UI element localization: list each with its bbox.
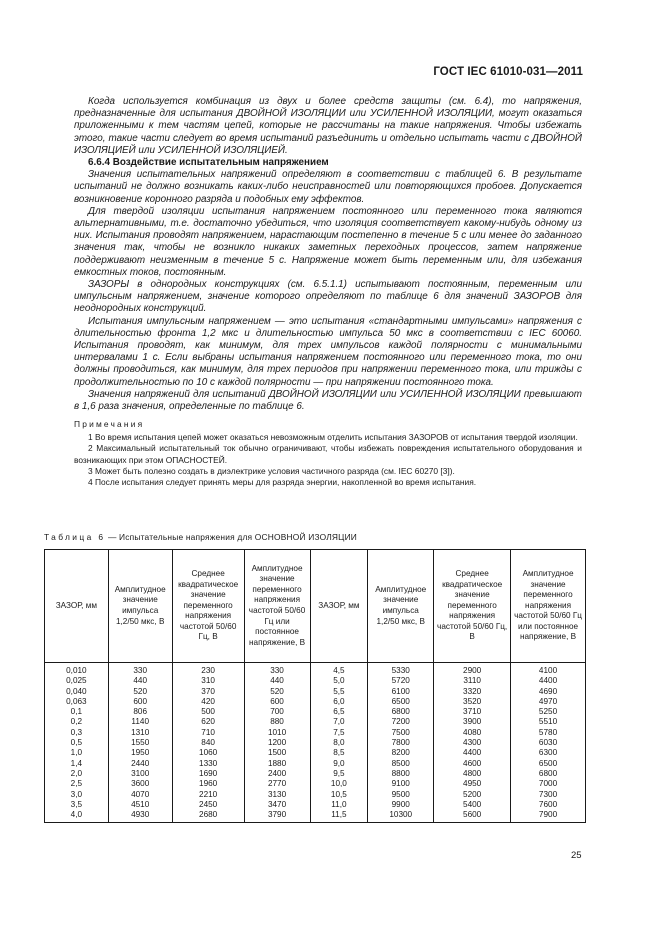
table-cell-value: 2400 xyxy=(267,768,287,778)
table-cell-value: 4300 xyxy=(463,738,482,748)
table-column-cell xyxy=(310,663,368,823)
table-cell-value: 1140 xyxy=(131,717,149,727)
table-cell-value: 6500 xyxy=(391,696,410,706)
table-cell-value: 2440 xyxy=(131,758,150,768)
test-voltage-table xyxy=(44,549,586,823)
table-cell-value: 7,0 xyxy=(333,717,345,727)
table-column-cell xyxy=(172,663,244,823)
page-number: 25 xyxy=(571,850,582,861)
notes-title: Примечания xyxy=(74,419,145,430)
table-column-cell xyxy=(108,663,172,823)
table-cell-value: 440 xyxy=(270,676,284,686)
table-cell-value: 2680 xyxy=(199,810,218,820)
table-cell-value: 620 xyxy=(201,717,215,727)
table-cell-value: 9500 xyxy=(391,789,410,799)
note-item: 4 После испытания следует принять меры для разряда энергии, накопленной во время испытания. xyxy=(88,477,477,488)
table-cell-value: 8,0 xyxy=(333,738,345,748)
table-cell-value: 880 xyxy=(270,717,284,727)
table-cell-value: 5510 xyxy=(538,717,558,727)
table-cell-value: 2,0 xyxy=(70,768,83,778)
table-cell-value: 5720 xyxy=(391,676,410,686)
table-cell-value: 1060 xyxy=(199,748,218,758)
table-cell-value: 0,1 xyxy=(70,707,83,717)
table-cell-value: 8800 xyxy=(391,768,410,778)
table-cell-value: 7900 xyxy=(538,810,558,820)
note-item: 2 Максимальный испытательный ток обычно ограничивают, чтобы избежать повреждения испытательного оборудования и возникающих при этом ОПАСНОСТЕЙ. xyxy=(74,443,582,465)
table-cell-value: 3100 xyxy=(131,768,150,778)
table-column-cell xyxy=(434,663,511,823)
section-heading: 6.6.4 Воздействие испытательным напряжением xyxy=(88,157,329,169)
table-cell-value: 6800 xyxy=(538,768,558,778)
table-cell-value: 5200 xyxy=(463,789,482,799)
header-clearance: ЗАЗОР, мм xyxy=(310,550,368,663)
table-cell-value: 1500 xyxy=(267,748,287,758)
table-cell-value: 3470 xyxy=(267,799,287,809)
table-cell-value: 6300 xyxy=(538,748,558,758)
note-item: 1 Во время испытания цепей может оказаться невозможным отделить испытания ЗАЗОРОВ от испытания твердой изоляции. xyxy=(88,432,578,443)
body-text xyxy=(74,96,582,488)
table-cell-value: 9,0 xyxy=(333,758,345,768)
paragraph: ЗАЗОРЫ в однородных конструкциях (см. 6.5.1.1) испытывают постоянным, переменным или импульсным напряжением, значение которого определяют по таблице 6 для значений ЗАЗОРОВ для неоднородных конструкций. xyxy=(74,279,582,315)
table-cell-value: 7200 xyxy=(391,717,410,727)
table-cell-value: 4100 xyxy=(538,666,558,675)
table-cell-value: 10,5 xyxy=(330,789,347,799)
table-cell-value: 6800 xyxy=(391,707,410,717)
table-cell-value: 3790 xyxy=(267,810,287,820)
table-cell-value: 6,0 xyxy=(333,696,345,706)
table-cell-value: 700 xyxy=(270,707,284,717)
table-cell-value: 9100 xyxy=(391,779,410,789)
table-column-cell xyxy=(511,663,586,823)
table-cell-value: 4,0 xyxy=(70,810,83,820)
table-cell-value: 4970 xyxy=(538,696,558,706)
table-cell-value: 6,5 xyxy=(333,707,345,717)
table-cell-value: 4070 xyxy=(131,789,150,799)
table-cell-value: 0,3 xyxy=(70,727,83,737)
table-cell-value: 2210 xyxy=(199,789,218,799)
table-cell-value: 3,5 xyxy=(70,799,83,809)
table-cell-value: 1550 xyxy=(131,738,150,748)
header-rms-voltage: Среднее квадратическое значение переменного напряжения частотой 50/60 Гц, В xyxy=(172,550,244,663)
table-cell-value: 1330 xyxy=(199,758,218,768)
table-caption xyxy=(44,532,357,542)
table-cell-value: 1960 xyxy=(199,779,218,789)
table-cell-value: 3130 xyxy=(267,789,287,799)
table-cell-value: 3,0 xyxy=(70,789,83,799)
table-cell-value: 420 xyxy=(201,696,215,706)
table-cell-value: 7500 xyxy=(391,727,410,737)
table-cell-value: 5780 xyxy=(538,727,558,737)
table-cell-value: 11,0 xyxy=(331,799,347,809)
table-cell-value: 600 xyxy=(133,696,148,706)
table-cell-value: 710 xyxy=(201,727,215,737)
table-cell-value: 6030 xyxy=(538,738,558,748)
table-cell-value: 0,5 xyxy=(70,738,83,748)
header-impulse-voltage: Амплитудное значение импульса 1,2/50 мкс, В xyxy=(368,550,434,663)
table-cell-value: 520 xyxy=(270,686,284,696)
table-cell-value: 7300 xyxy=(538,789,558,799)
table-cell-value: 4400 xyxy=(538,676,558,686)
table-cell-value: 330 xyxy=(133,666,148,675)
header-clearance: ЗАЗОР, мм xyxy=(45,550,109,663)
table-caption-label: Таблица 6 xyxy=(44,532,106,542)
header-rms-voltage: Среднее квадратическое значение переменного напряжения частотой 50/60 Гц, В xyxy=(434,550,511,663)
table-cell-value: 7,5 xyxy=(333,727,345,737)
note-item: 3 Может быть полезно создать в диэлектрике условия частичного разряда (см. IEC 60270 [3]). xyxy=(88,465,455,476)
table-cell-value: 4080 xyxy=(463,727,482,737)
header-impulse-voltage: Амплитудное значение импульса 1,2/50 мкс, В xyxy=(108,550,172,663)
table-cell-value: 4690 xyxy=(538,686,558,696)
table-cell-value: 4400 xyxy=(463,748,482,758)
table-cell-value: 0,025 xyxy=(66,676,87,686)
table-cell-value: 3710 xyxy=(463,707,482,717)
table-cell-value: 840 xyxy=(201,738,215,748)
table-cell-value: 8500 xyxy=(391,758,410,768)
table-cell-value: 4800 xyxy=(463,768,482,778)
table-cell-value: 3600 xyxy=(131,779,150,789)
table-cell-value: 3900 xyxy=(463,717,482,727)
table-row xyxy=(45,663,586,823)
table-cell-value: 1200 xyxy=(267,738,287,748)
table-cell-value: 6500 xyxy=(538,758,558,768)
table-cell-value: 520 xyxy=(133,686,148,696)
header-peak-voltage: Амплитудное значение переменного напряжения частотой 50/60 Гц или постоянное напряжение, В xyxy=(511,550,586,663)
table-cell-value: 1,4 xyxy=(70,758,83,768)
table-cell-value: 370 xyxy=(201,686,215,696)
table-cell-value: 7600 xyxy=(538,799,558,809)
table-cell-value: 1310 xyxy=(131,727,150,737)
table-body xyxy=(45,663,586,823)
table-cell-value: 806 xyxy=(133,707,148,717)
table-cell-value: 310 xyxy=(201,676,215,686)
table-cell-value: 9900 xyxy=(391,799,410,809)
table-cell-value: 0,063 xyxy=(66,696,87,706)
table-cell-value: 4950 xyxy=(463,779,482,789)
table-cell-value: 6100 xyxy=(391,686,410,696)
document-header: ГОСТ IEC 61010-031—2011 xyxy=(433,66,583,78)
paragraph: Значения напряжений для испытаний ДВОЙНОЙ ИЗОЛЯЦИИ или УСИЛЕННОЙ ИЗОЛЯЦИИ превышают в 1,6 раза значения, определенные по таблице 6. xyxy=(74,388,582,413)
table-cell-value: 5600 xyxy=(463,810,482,820)
table-cell-value: 5,5 xyxy=(333,686,345,696)
table-cell-value: 11,5 xyxy=(331,810,347,820)
table-column-cell xyxy=(45,663,109,823)
paragraph: Для твердой изоляции испытания напряжением постоянного или переменного тока являются альтернативными, т.е. достаточно убедиться, что изоляция соответствует какому-нибудь одному из них. Испытания проводят напряжением, нарастающим постепенно в течение 5 с или менее до заданного значения так, чтобы не возникло никаких заметных переходных процессов, затем напряжение поддерживают неизменным в течение 5 с. Напряжение может быть переменным или, для избежания емкостных токов, постоянным. xyxy=(74,205,582,278)
header-peak-voltage: Амплитудное значение переменного напряжения частотой 50/60 Гц или постоянное напряжение, В xyxy=(244,550,310,663)
table-cell-value: 1950 xyxy=(131,748,150,758)
table-cell-value: 4510 xyxy=(131,799,150,809)
table-cell-value: 5,0 xyxy=(333,676,345,686)
table-cell-value: 10,0 xyxy=(330,779,347,789)
table-cell-value: 330 xyxy=(270,666,284,675)
paragraph: Значения испытательных напряжений определяют в соответствии с таблицей 6. В результате испытаний не должно возникать каких-либо неисправностей или повторяющихся пробоев. Допускается возникновение коронного разряда и подобных ему эффектов. xyxy=(74,169,582,205)
paragraph: Когда используется комбинация из двух и более средств защиты (см. 6.4), то напряжения, предназначенные для испытания ДВОЙНОЙ ИЗОЛЯЦИИ или УСИЛЕННОЙ ИЗОЛЯЦИИ, могут оказаться приложенными к тем частям цепей, которые не рассчитаны на такие напряжения. Чтобы избежать этого, такие части следует во время испытаний разъединить и отдельно испытать части с ДВОЙНОЙ ИЗОЛЯЦИЕЙ или УСИЛЕННОЙ ИЗОЛЯЦИЕЙ. xyxy=(74,96,582,156)
table-cell-value: 7000 xyxy=(538,779,558,789)
table-cell-value: 230 xyxy=(201,666,215,675)
table-cell-value: 8200 xyxy=(391,748,410,758)
paragraph: Испытания импульсным напряжением — это испытания «стандартными импульсами» напряжения с длительностью фронта 1,2 мкс и длительностью импульса 50 мкс в соответствии с IEC 60060. Испытания проводят, как минимум, для трех импульсов каждой полярности с минимальными интервалами 1 с. Если выбраны испытания напряжением постоянного или переменного тока, то они должны проводиться, как минимум, для трех периодов при напряжении переменного тока, или трижды с продолжительностью по 10 с каждой полярности — при напряжении постоянного тока. xyxy=(74,315,582,388)
table-cell-value: 1880 xyxy=(267,758,287,768)
table-cell-value: 10300 xyxy=(389,810,413,820)
table-cell-value: 2450 xyxy=(199,799,218,809)
table-cell-value: 3320 xyxy=(463,686,482,696)
table-cell-value: 4930 xyxy=(131,810,150,820)
table-cell-value: 5250 xyxy=(538,707,558,717)
table-cell-value: 1010 xyxy=(267,727,287,737)
table-cell-value: 4600 xyxy=(463,758,482,768)
table-column-cell xyxy=(244,663,310,823)
table-cell-value: 5330 xyxy=(391,666,410,675)
table-cell-value: 600 xyxy=(270,696,284,706)
table-caption-text: — Испытательные напряжения для ОСНОВНОЙ ИЗОЛЯЦИИ xyxy=(105,532,358,542)
table-cell-value: 2770 xyxy=(267,779,287,789)
table-header-row xyxy=(45,550,586,663)
table-cell-value: 8,5 xyxy=(333,748,345,758)
table-cell-value: 500 xyxy=(201,707,215,717)
table-cell-value: 2900 xyxy=(463,666,482,675)
table-column-cell xyxy=(368,663,434,823)
table-cell-value: 5400 xyxy=(463,799,482,809)
table-cell-value: 440 xyxy=(133,676,148,686)
table-cell-value: 3110 xyxy=(463,676,481,686)
table-cell-value: 7800 xyxy=(391,738,410,748)
table-cell-value: 9,5 xyxy=(333,768,345,778)
table-cell-value: 2,5 xyxy=(70,779,83,789)
table-cell-value: 4,5 xyxy=(333,666,345,675)
table-cell-value: 1,0 xyxy=(70,748,83,758)
table-cell-value: 1690 xyxy=(199,768,218,778)
table-cell-value: 0,040 xyxy=(66,686,87,696)
table-cell-value: 0,2 xyxy=(70,717,83,727)
table-cell-value: 3520 xyxy=(463,696,482,706)
table-cell-value: 0,010 xyxy=(66,666,87,675)
